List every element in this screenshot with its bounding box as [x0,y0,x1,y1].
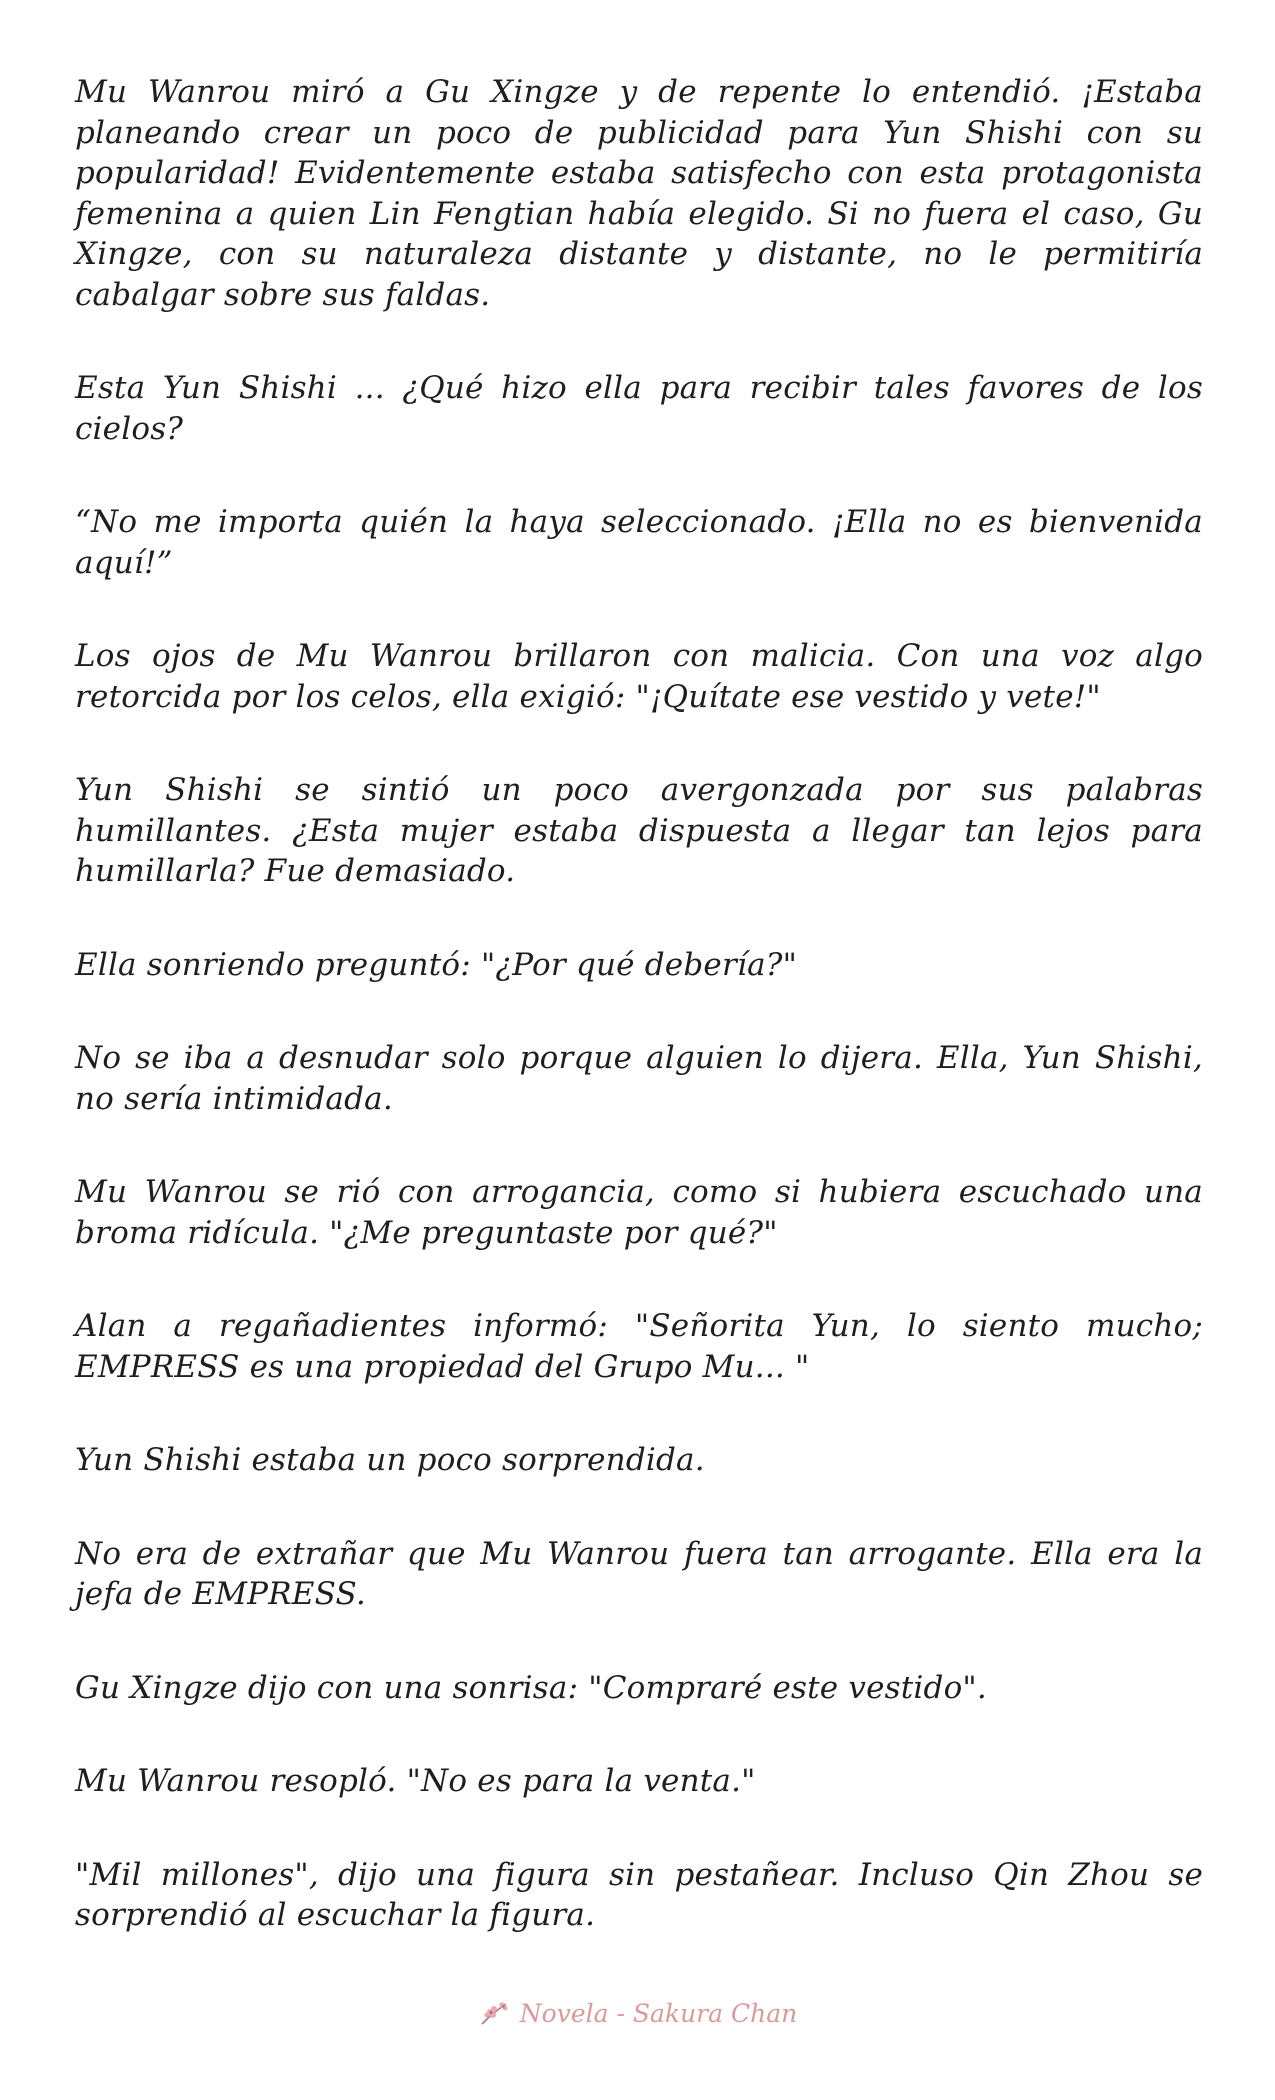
paragraph: No se iba a desnudar solo porque alguien lo dijera. Ella, Yun Shishi, no sería intimidada. [75,1040,1203,1117]
cherry-blossom-icon [478,1998,512,2028]
paragraph: Los ojos de Mu Wanrou brillaron con malicia. Con una voz algo retorcida por los celos, ella exigió: "¡Quítate ese vestido y vete!" [75,638,1203,715]
paragraph: “No me importa quién la haya seleccionado. ¡Ella no es bienvenida aquí!” [75,504,1203,581]
paragraph: Ella sonriendo preguntó: "¿Por qué debería?" [75,946,798,983]
paragraph: Yun Shishi estaba un poco sorprendida. [75,1442,705,1478]
document-body [75,72,1203,1989]
paragraph: Gu Xingze dijo con una sonrisa: "Compraré este vestido". [75,1669,987,1706]
paragraph: Mu Wanrou se rió con arrogancia, como si hubiera escuchado una broma ridícula. "¿Me preguntaste por qué?" [75,1174,1203,1251]
watermark-text: Novela - Sakura Chan [519,1998,798,2028]
paragraph: Mu Wanrou miró a Gu Xingze y de repente lo entendió. ¡Estaba planeando crear un poco de publicidad para Yun Shishi con su popularidad! Evidentemente estaba satisfecho con esta protagonista femenina a quien Lin Fengtian había elegido. Si no fuera el caso, Gu Xingze, con su naturaleza distante y distante, no le permitiría cabalgar sobre sus faldas. [75,74,1203,313]
paragraph: Mu Wanrou resopló. "No es para la venta." [75,1763,756,1799]
paragraph: Yun Shishi se sintió un poco avergonzada por sus palabras humillantes. ¿Esta mujer estaba dispuesta a llegar tan lejos para humillarla? Fue demasiado. [75,772,1203,889]
paragraph: Alan a regañadientes informó: "Señorita Yun, lo siento mucho; EMPRESS es una propiedad del Grupo Mu... " [75,1308,1203,1385]
paragraph: No era de extrañar que Mu Wanrou fuera tan arrogante. Ella era la jefa de EMPRESS. [75,1535,1203,1612]
watermark [478,1998,797,2028]
paragraph: Esta Yun Shishi ... ¿Qué hizo ella para recibir tales favores de los cielos? [75,370,1203,447]
footer [0,1998,1275,2033]
paragraph: "Mil millones", dijo una figura sin pestañear. Incluso Qin Zhou se sorprendió al escuchar la figura. [75,1856,1203,1933]
